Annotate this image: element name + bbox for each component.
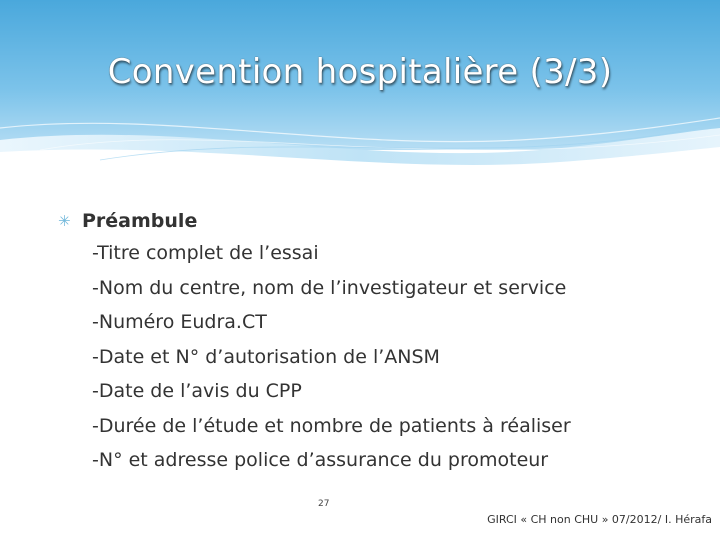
list-item: -Titre complet de l’essai xyxy=(92,242,319,264)
slide-content xyxy=(58,206,698,478)
asterisk-bullet-icon: ✳ xyxy=(58,212,71,230)
slide-number: 27 xyxy=(318,499,330,509)
section-heading: Préambule xyxy=(82,210,198,232)
footer-credit: GIRCI « CH non CHU » 07/2012/ I. Hérafa xyxy=(487,513,712,526)
header-band xyxy=(0,0,720,190)
list-item: -Nom du centre, nom de l’investigateur et service xyxy=(92,276,567,299)
list-item: -Date de l’avis du CPP xyxy=(92,380,302,402)
list-item: -Durée de l’étude et nombre de patients à réaliser xyxy=(92,414,571,437)
list-item: -Numéro Eudra.CT xyxy=(92,311,267,333)
bullet-row xyxy=(58,206,698,236)
header-wave-graphic xyxy=(0,0,720,190)
slide-title: Convention hospitalière (3/3) xyxy=(107,52,613,92)
list-item: -N° et adresse police d’assurance du promoteur xyxy=(92,449,549,471)
item-list xyxy=(92,236,698,478)
list-item: -Date et N° d’autorisation de l’ANSM xyxy=(92,345,440,368)
